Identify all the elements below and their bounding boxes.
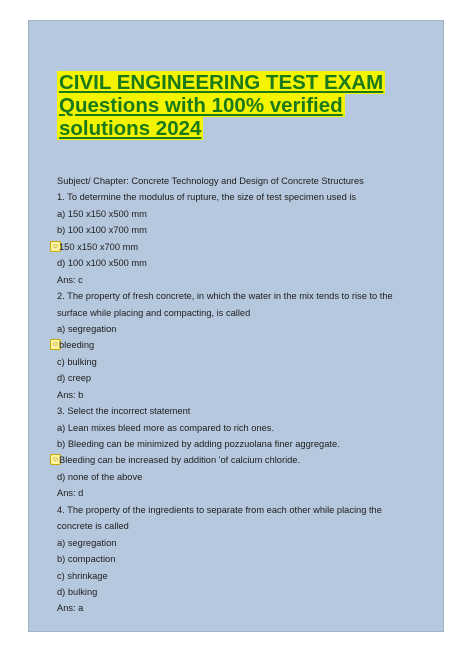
document-page [28,20,444,632]
answer-option-text: c) bulking [57,356,97,367]
answer-option-text: d) 100 x100 x500 mm [57,258,147,269]
answer-key: Ans: b [57,389,84,400]
answer-option-text: d) creep [57,373,92,384]
answer-option-text: b) Bleeding can be minimized by adding pozzuolana finer aggregate. [57,439,340,449]
answer-option-text: d) none of the above [57,471,143,482]
title-line-3: solutions 2024 [59,117,202,140]
answer-option-text: a) 150 x150 x500 mm [57,208,147,219]
subject-line: Subject/ Chapter: Concrete Technology and Design of Concrete Structures [57,176,364,186]
answer-option-text: c) shrinkage [57,570,108,581]
answer-option [57,255,437,271]
answer-option [57,584,437,600]
answer-option [57,535,437,551]
question-list [51,173,437,617]
answer-option-text: bleeding [59,340,95,351]
answer-option [51,239,437,255]
title-line-2: Questions with 100% verified [59,94,343,117]
answer-option [57,551,437,567]
question-prompt: 1. To determine the modulus of rupture, the size of test specimen used is [57,192,357,203]
question-prompt: surface while placing and compacting, is called [57,307,251,318]
question-prompt: 3. Select the incorrect statement [57,406,191,417]
highlight-marker-icon: ☺ [51,456,60,464]
answer-option-text: 150 x150 x700 mm [59,241,139,252]
question-prompt: concrete is called [57,521,129,532]
answer-option [57,568,437,584]
question-prompt: 4. The property of the ingredients to separate from each other while placing the [57,504,382,515]
answer-option [57,370,437,386]
document-title [57,71,397,140]
answer-option [51,452,437,468]
title-line-1: CIVIL ENGINEERING TEST EXAM [59,71,384,94]
answer-key: Ans: c [57,274,83,285]
question-prompt: 2. The property of fresh concrete, in which the water in the mix tends to rise to the [57,291,393,302]
answer-option-text: d) bulking [57,586,98,597]
answer-option [51,337,437,353]
answer-option-text: b) compaction [57,554,116,565]
answer-option-text: b) 100 x100 x700 mm [57,225,147,236]
highlight-marker-icon: ☺ [51,242,60,250]
highlight-marker-icon: ☺ [51,341,60,349]
answer-option [57,206,437,222]
answer-option [57,469,437,485]
answer-option [57,222,437,238]
answer-option-text: a) Lean mixes bleed more as compared to rich ones. [57,422,275,433]
answer-option-text: a) segregation [57,537,117,548]
answer-option-text: Bleeding can be increased by addition 'of calcium chloride. [59,455,301,466]
answer-option [57,354,437,370]
answer-option [57,436,437,452]
answer-option [57,321,437,337]
answer-key: Ans: a [57,603,84,614]
answer-option [57,420,437,436]
answer-key: Ans: d [57,488,84,499]
answer-option-text: a) segregation [57,323,117,334]
